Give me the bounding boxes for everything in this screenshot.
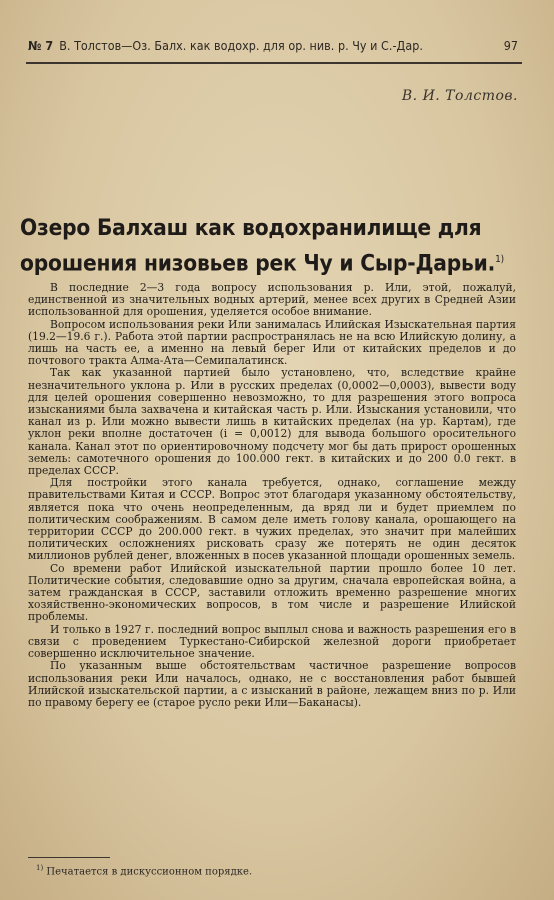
paragraph: И только в 1927 г. последний вопрос выплыл снова и важность разрешения его в связи с проведением Туркестано-Сибирской железной дороги приобретает совершенно исключительное значение.	[28, 622, 516, 661]
footnote	[36, 864, 252, 877]
page-number: 97	[503, 38, 518, 53]
running-title: В. Толстов—Оз. Балх. как водохр. для ор. нив. р. Чу и С.-Дар.	[59, 38, 423, 53]
article-body	[28, 282, 516, 709]
header-rule	[26, 62, 522, 64]
paragraph: Для постройки этого канала требуется, однако, соглашение между правительствами Китая и СССР. Вопрос этот благодаря указанному обстоятельству, является пока что очень неопределенным, да вряд ли и будет приемлем по политическим соображениям. В самом деле иметь голову канала, орошающего на территории СССР до 200.000 гект. в чужих пределах, это значит при малейших политических осложнениях рисковать сразу же потерять не один десяток миллионов рублей денег, вложенных в посев указанной площади орошенных земель.	[28, 476, 516, 563]
article-title	[20, 212, 524, 280]
paragraph: Так как указанной партией было установлено, что, вследствие крайне незначительного уклона р. Или в русских пределах (0,0002—0,0003), вывести воду для целей орошения совершенно невозможно, то для разрешения этого вопроса изысканиями была захвачена и китайская часть р. Или. Изыскания установили, что канал из р. Или можно вывести лишь в китайских пределах (на ур. Картам), где уклон реки вполне достаточен (i = 0,0012) для вывода большого оросительного канала. Канал этот по ориентировочному подсчету мог бы дать прирост орошенных земель: самотечного орошения до 100.000 гект. в китайских и до 200 0.0 гект. в пределах СССР.	[28, 366, 516, 478]
title-footnote-mark: 1)	[495, 254, 504, 265]
issue-number: № 7	[28, 38, 54, 53]
author-name: В. И. Толстов.	[401, 88, 518, 104]
footnote-rule	[28, 857, 110, 858]
paragraph: Со времени работ Илийской изыскательной партии прошло более 10 лет. Политические события, следовавшие одно за другим, сначала европейская война, а затем гражданская в СССР, заставили отложить временно разрешение многих хозяйственно-экономических вопросов, в том числе и разрешение Илийской проблемы.	[28, 561, 516, 624]
running-header	[28, 38, 518, 53]
footnote-mark: 1)	[36, 864, 44, 872]
article-title-text: Озеро Балхаш как водохранилище для орошения низовьев рек Чу и Сыр-Дарьи.	[20, 215, 496, 277]
paragraph: По указанным выше обстоятельствам частичное разрешение вопросов использования реки Или началось, однако, не с восстановления работ бывшей Илийской изыскательской партии, а с изысканий в районе, лежащем вниз по р. Или по правому берегу ее (старое русло реки Или—Баканасы).	[28, 659, 516, 709]
footnote-text: Печатается в дискуссионном порядке.	[46, 866, 253, 878]
paragraph: В последние 2—3 года вопросу использования р. Или, этой, пожалуй, единственной из значительных водных артерий, менее всех других в Средней Азии использованной для орошения, уделяется особое внимание.	[28, 281, 516, 319]
paragraph: Вопросом использования реки Или занималась Илийская Изыскательная партия (19.2—19.6 г.). Работа этой партии распространялась не на всю Илийскую долину, а лишь на часть ее, а именно на левый берег Или от китайских пределов и до почтового тракта Алма-Ата—Семипалатинск.	[28, 317, 516, 368]
